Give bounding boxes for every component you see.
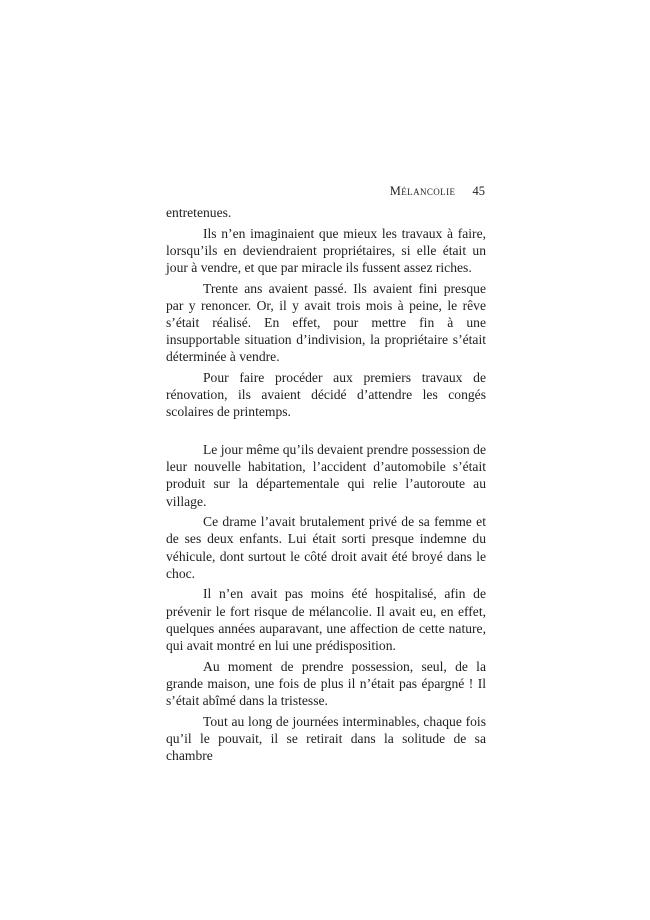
paragraph-continuation: entretenues.	[166, 205, 232, 220]
chapter-title: Mélancolie	[389, 184, 456, 198]
page-number: 45	[472, 184, 485, 198]
paragraph: Tout au long de journées interminables, chaque fois qu’il le pouvait, il se retirait dans la solitude de sa chambre	[166, 713, 486, 764]
paragraph: Le jour même qu’ils devaient prendre possession de leur nouvelle habitation, l’accident d’automobile s’était produit sur la départementale qui relie l’autoroute au village.	[166, 442, 486, 509]
paragraph: Pour faire procéder aux premiers travaux de rénovation, ils avaient décidé d’attendre les congés scolaires de printemps.	[166, 370, 486, 420]
paragraph: Trente ans avaient passé. Ils avaient fini presque par y renoncer. Or, il y avait trois mois à peine, le rêve s’était réalisé. En effet, pour mettre fin à une insupportable situation d’indivision, la propriétaire s’était déterminée à vendre.	[166, 280, 486, 365]
paragraph: Ce drame l’avait brutalement privé de sa femme et de ses deux enfants. Lui était sorti presque indemne du véhicule, dont surtout le côté droit avait été broyé dans le choc.	[166, 514, 486, 581]
paragraph: Au moment de prendre possession, seul, de la grande maison, une fois de plus il n’était pas épargné ! Il s’était abîmé dans la tristesse.	[166, 658, 486, 709]
section-break	[166, 424, 486, 441]
body-text	[166, 204, 486, 768]
paragraph: Ils n’en imaginaient que mieux les travaux à faire, lorsqu’ils en deviendraient propriétaires, si elle était un jour à vendre, et que par miracle ils fussent assez riches.	[166, 225, 486, 275]
paragraph: Il n’en avait pas moins été hospitalisé, afin de prévenir le fort risque de mélancolie. Il avait eu, en effet, quelques années auparavant, une affection de cette nature, qui avait montré en lui une prédisposition.	[166, 586, 486, 654]
running-head	[166, 183, 485, 199]
